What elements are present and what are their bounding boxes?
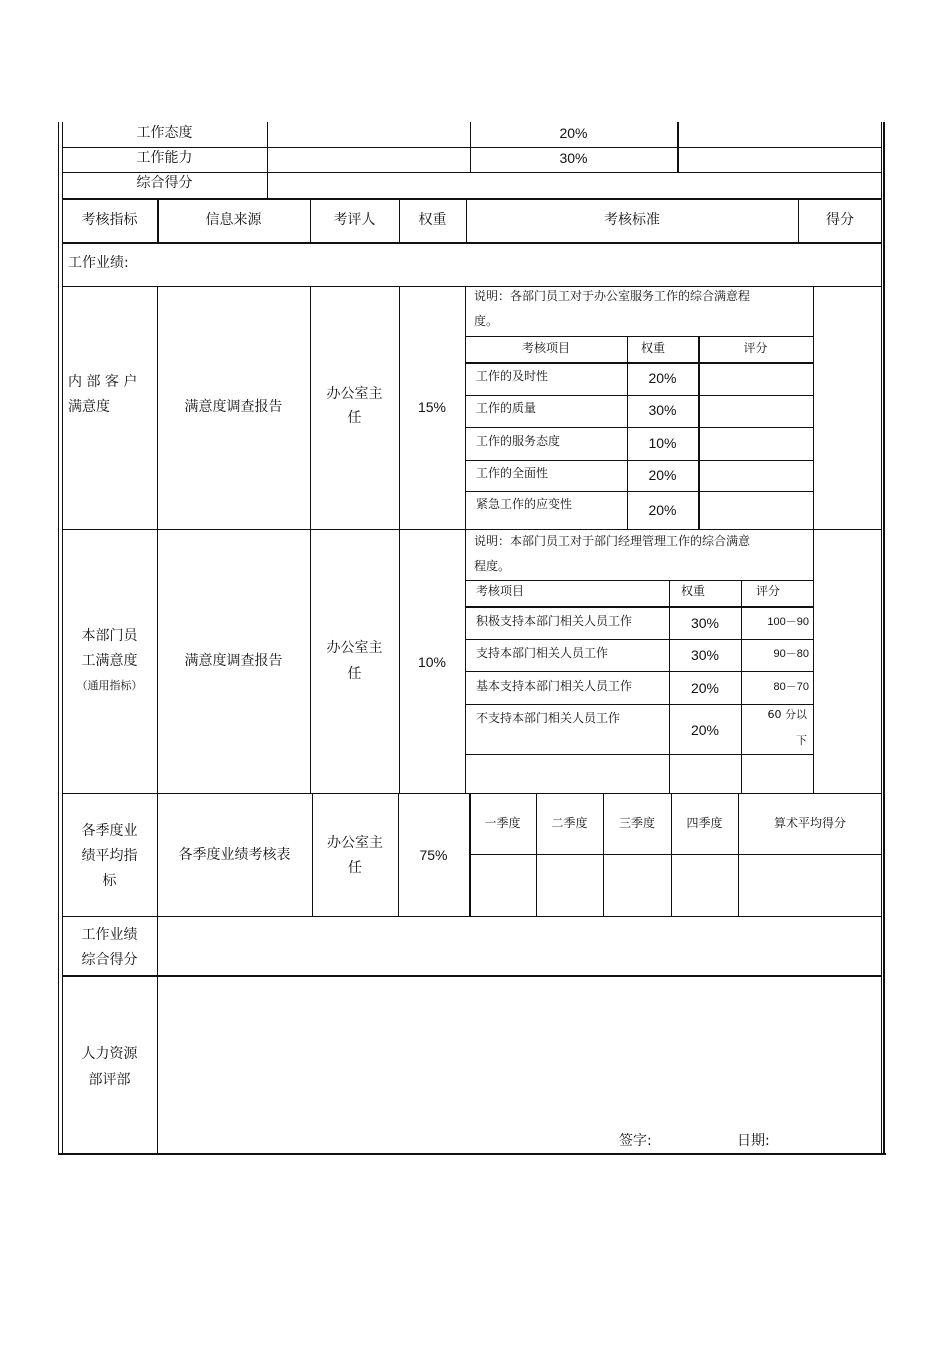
dept-rating-4b: 下 [796, 734, 807, 747]
internal-note-2: 度。 [474, 314, 499, 328]
internal-item-2: 工作的质量 [476, 401, 537, 415]
perf-total-label-2: 综合得分 [81, 952, 138, 968]
internal-weight: 15% [417, 399, 447, 415]
internal-sub-weight: 权重 [641, 341, 666, 355]
internal-item-3: 工作的服务态度 [476, 434, 561, 448]
hr-label-2: 部评部 [88, 1072, 131, 1088]
header-reviewer: 考评人 [333, 212, 376, 228]
perf-total-label-1: 工作业绩 [81, 927, 138, 943]
dept-item-2: 支持本部门相关人员工作 [476, 646, 609, 660]
internal-item-4: 工作的全面性 [476, 466, 549, 480]
internal-sub-rating: 评分 [743, 341, 768, 355]
internal-reviewer-2: 任 [347, 410, 362, 426]
quarterly-label-2: 绩平均指 [81, 848, 138, 864]
dept-item-4: 不支持本部门相关人员工作 [476, 711, 621, 725]
internal-item-5: 紧急工作的应变性 [476, 497, 573, 511]
header-weight: 权重 [418, 212, 447, 228]
dept-weight-4: 20% [690, 722, 720, 738]
quarter-col-3: 三季度 [618, 816, 655, 830]
dept-label-3: （通用指标） [76, 679, 143, 692]
section-title: 工作业绩: [68, 255, 129, 271]
header-score: 得分 [826, 212, 854, 228]
dept-note-1: 说明：本部门员工对于部门经理管理工作的综合满意 [474, 534, 751, 548]
internal-label-1: 内 部 客 户 [68, 374, 138, 390]
dept-weight-3: 20% [690, 680, 720, 696]
internal-sub-item: 考核项目 [521, 341, 570, 355]
sign-label: 签字: [619, 1133, 652, 1149]
dept-label-1: 本部门员 [81, 628, 138, 644]
quarterly-label-1: 各季度业 [81, 823, 138, 839]
quarterly-label-3: 标 [102, 873, 117, 889]
dept-item-1: 积极支持本部门相关人员工作 [476, 614, 633, 628]
dept-reviewer-2: 任 [347, 666, 362, 682]
dept-weight: 10% [417, 654, 447, 670]
internal-item-1: 工作的及时性 [476, 369, 549, 383]
dept-weight-1: 30% [690, 615, 720, 631]
quarter-col-2: 二季度 [551, 816, 588, 830]
internal-weight-2: 30% [648, 402, 677, 418]
dept-note-2: 程度。 [474, 559, 511, 573]
internal-label-2: 满意度 [68, 399, 110, 415]
quarter-col-4: 四季度 [686, 816, 723, 830]
quarter-col-1: 一季度 [484, 816, 521, 830]
dept-sub-weight: 权重 [681, 584, 706, 598]
dept-source: 满意度调查报告 [184, 653, 283, 669]
dept-rating-3: 80－70 [773, 681, 809, 693]
quarterly-weight: 75% [419, 847, 448, 863]
attitude-weight: 20% [559, 125, 588, 141]
dept-item-3: 基本支持本部门相关人员工作 [476, 679, 633, 693]
internal-weight-4: 20% [648, 467, 677, 483]
header-source: 信息来源 [205, 212, 262, 228]
dept-weight-2: 30% [690, 647, 720, 663]
dept-rating-2: 90－80 [773, 648, 809, 660]
ability-weight: 30% [559, 150, 588, 166]
internal-weight-5: 20% [648, 502, 677, 518]
attitude-label: 工作态度 [136, 125, 193, 141]
header-standard: 考核标准 [604, 212, 660, 228]
hr-label-1: 人力资源 [81, 1046, 138, 1062]
dept-sub-item: 考核项目 [476, 584, 525, 598]
dept-label-2: 工满意度 [81, 653, 138, 669]
internal-weight-3: 10% [648, 435, 677, 451]
dept-sub-rating: 评分 [756, 584, 781, 598]
header-indicator: 考核指标 [81, 212, 138, 228]
quarter-col-average: 算术平均得分 [773, 816, 846, 830]
dept-rating-4a: 60 分以 [767, 708, 807, 721]
quarterly-reviewer-2: 任 [348, 860, 362, 876]
overall-score-label: 综合得分 [136, 175, 193, 191]
quarterly-source: 各季度业绩考核表 [178, 847, 291, 863]
ability-label: 工作能力 [136, 150, 193, 166]
quarterly-reviewer-1: 办公室主 [327, 835, 383, 851]
internal-source: 满意度调查报告 [184, 399, 283, 415]
dept-reviewer-1: 办公室主 [326, 640, 383, 656]
dept-rating-1: 100－90 [767, 616, 809, 628]
internal-weight-1: 20% [648, 370, 677, 386]
date-label: 日期: [737, 1133, 770, 1149]
internal-reviewer-1: 办公室主 [326, 386, 383, 402]
internal-note-1: 说明：各部门员工对于办公室服务工作的综合满意程 [474, 289, 751, 303]
